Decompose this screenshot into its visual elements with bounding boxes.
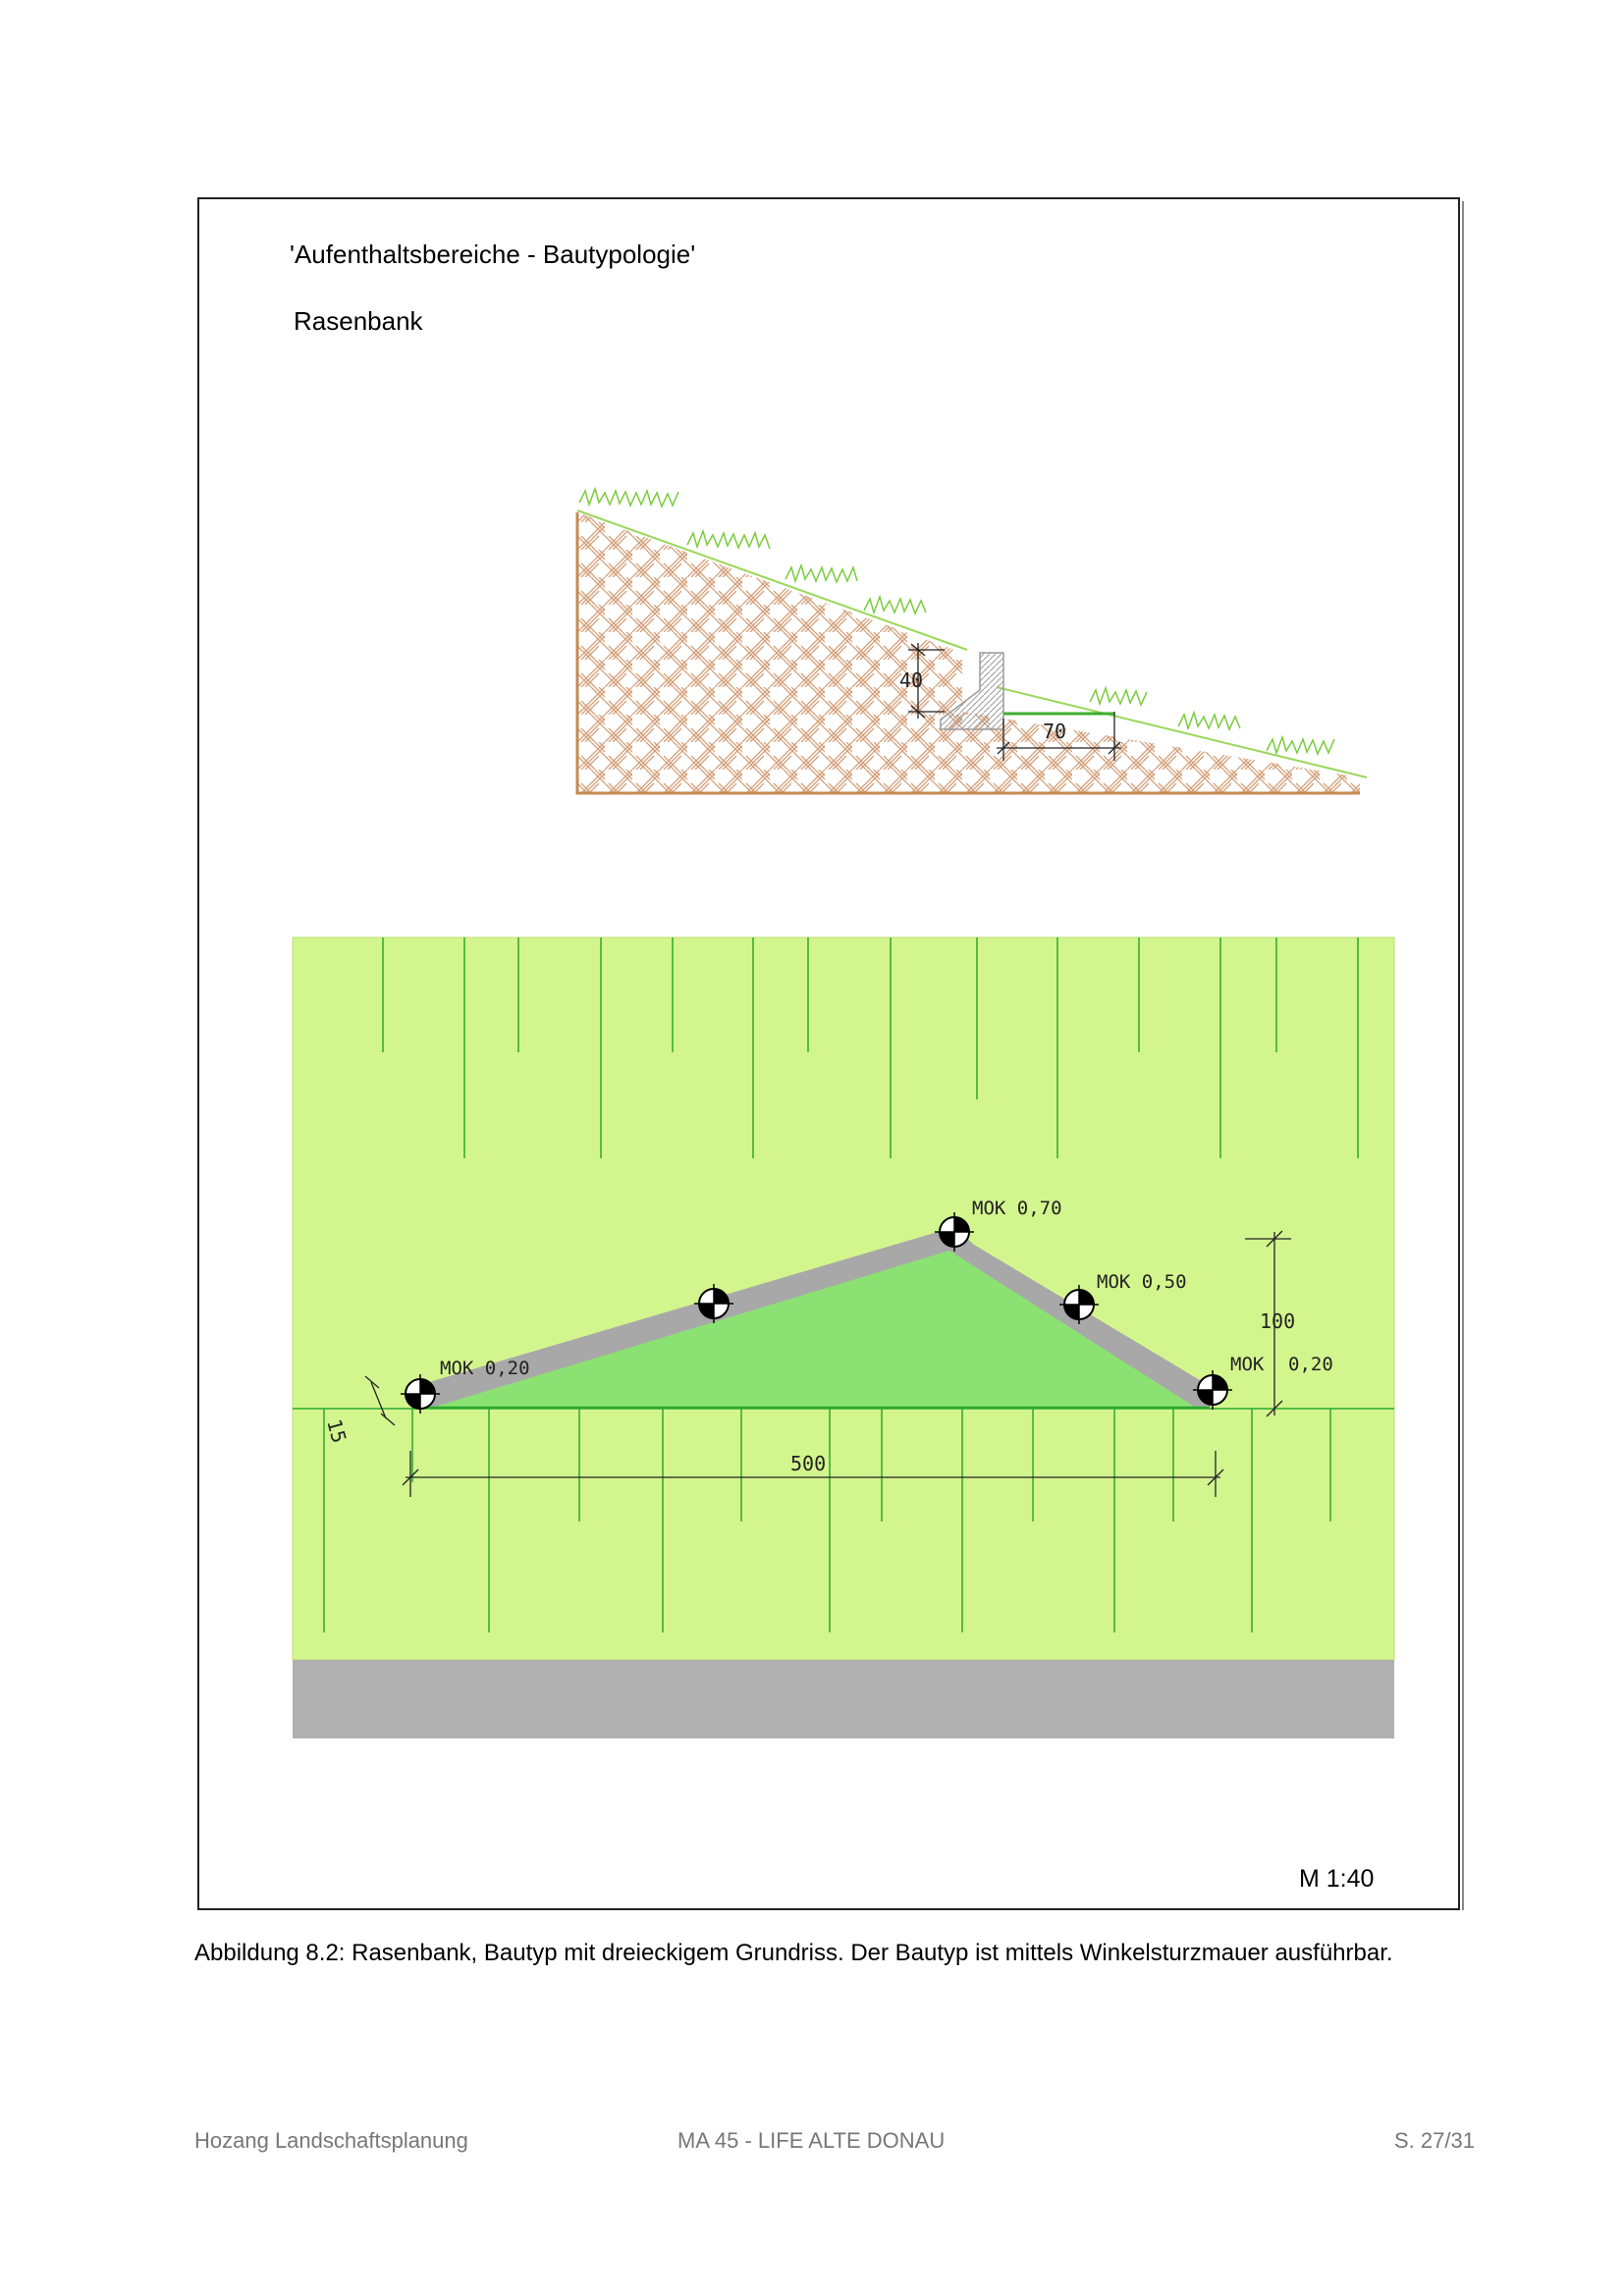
footer-center: MA 45 - LIFE ALTE DONAU — [677, 2128, 946, 2153]
section-drawing — [577, 489, 1367, 793]
plan-dim-width-label: 15 — [322, 1416, 352, 1446]
figure-caption: Abbildung 8.2: Rasenbank, Bautyp mit dreieckigem Grundriss. Der Bautyp ist mittels Winkelsturzmauer ausführbar. — [194, 1940, 1393, 1966]
footer-page-number: S. 27/31 — [1394, 2128, 1475, 2153]
plan-dim-length-label: 500 — [790, 1452, 827, 1475]
soil-section — [577, 512, 1360, 793]
level-label-right: MOK — [1230, 1354, 1265, 1375]
section-dim-height-label: 40 — [899, 668, 924, 692]
plan-drawing — [293, 937, 1394, 1738]
figure-subtitle: Rasenbank — [294, 306, 423, 336]
level-label-left: MOK 0,20 — [440, 1358, 530, 1379]
path-strip — [293, 1660, 1394, 1738]
level-label-right-value: 0,20 — [1288, 1354, 1333, 1375]
scale-label: M 1:40 — [1299, 1865, 1375, 1893]
footer-left: Hozang Landschaftsplanung — [194, 2128, 468, 2153]
plan-dim-height-label: 100 — [1260, 1309, 1296, 1333]
level-label-top: MOK 0,70 — [972, 1198, 1062, 1219]
section-dim-width-label: 70 — [1043, 720, 1067, 743]
figure-title: 'Aufenthaltsbereiche - Bautypologie' — [290, 240, 696, 269]
level-label-mid-right: MOK 0,50 — [1097, 1271, 1187, 1293]
